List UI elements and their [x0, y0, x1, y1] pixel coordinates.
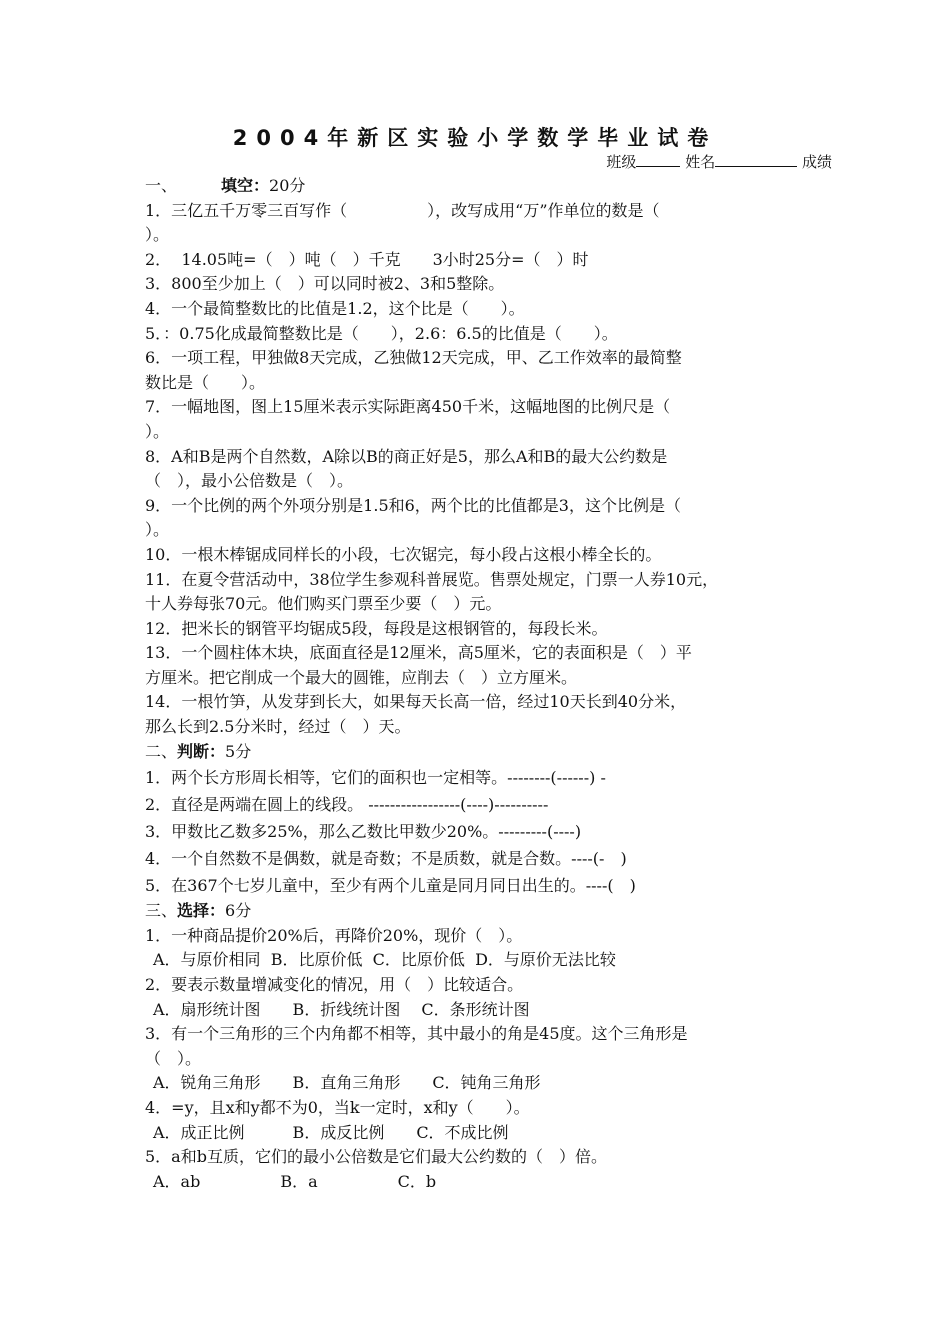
section-title: 选择： [177, 901, 226, 921]
question-line: 4．一个最简整数比的比值是1.2，这个比是（ ）。 [145, 298, 525, 318]
judgement-line: 3．甲数比乙数多25%，那么乙数比甲数少20%。---------(----) [145, 822, 582, 842]
judgement-line: 4．一个自然数不是偶数，就是奇数；不是质数，就是合数。----(- ) [145, 849, 627, 869]
question-line: 3．800至少加上（ ）可以同时被2、3和5整除。 [145, 274, 505, 294]
question-line: 5．：0.75化成最简整数比是（ ），2.6：6.5的比值是（ ）。 [145, 323, 618, 343]
question-line: 6．一项工程，甲独做8天完成，乙独做12天完成，甲、乙工作效率的最简整 [145, 348, 682, 368]
section-heading-true-false [145, 740, 810, 765]
question-line: 2． 14.05吨=（ ）吨（ ）千克 3小时25分=（ ）时 [145, 249, 589, 269]
options-line: A．成正比例 B．成反比例 C．不成比例 [153, 1122, 509, 1142]
question-line: 9．一个比例的两个外项分别是1.5和6，两个比的比值都是3，这个比例是（ [145, 495, 681, 515]
exam-content [145, 174, 810, 1194]
section-title: 填空： [221, 176, 270, 195]
question-line: 那么长到2.5分米时，经过（ ）天。 [145, 717, 411, 737]
question-line: 10．一根木棒锯成同样长的小段，七次锯完，每小段占这根小棒全长的。 [145, 544, 662, 564]
section-points: 5分 [225, 741, 252, 761]
question-line: ）。 [145, 421, 170, 441]
options-line: A．与原价相同 B．比原价低 C．比原价低 D．与原价无法比较 [153, 950, 616, 970]
question-line: 方厘米。把它削成一个最大的圆锥，应削去（ ）立方厘米。 [145, 667, 578, 687]
judgement-line: 2．直径是两端在圆上的线段。 -----------------(----)---------- [145, 795, 549, 815]
question-line: 数比是（ ）。 [145, 372, 266, 392]
question-line: ）。 [145, 520, 170, 540]
section-title: 判断： [177, 741, 226, 761]
question-line: 3．有一个三角形的三个内角都不相等，其中最小的角是45度。这个三角形是 [145, 1024, 688, 1044]
judgement-line: 1．两个长方形周长相等，它们的面积也一定相等。--------(------) - [145, 768, 606, 788]
question-line: （ ），最小公倍数是（ ）。 [145, 471, 354, 491]
section-points: 20分 [269, 176, 306, 195]
question-line: 13．一个圆柱体木块，底面直径是12厘米，高5厘米，它的表面积是（ ）平 [145, 643, 692, 663]
section-number: 三、 [145, 901, 178, 921]
section-points: 6分 [225, 901, 252, 921]
page-title: 2004年新区实验小学数学毕业试卷 [232, 126, 718, 150]
question-line: 1．三亿五千万零三百写作（ ），改写成用“万”作单位的数是（ [145, 200, 660, 220]
question-line: 十人券每张70元。他们购买门票至少要（ ）元。 [145, 594, 502, 614]
class-label: 班级 [606, 153, 637, 171]
section-heading-multiple-choice [145, 899, 810, 924]
class-blank [636, 152, 680, 167]
question-line: 5．a和b互质，它们的最小公倍数是它们最大公约数的（ ）倍。 [145, 1147, 607, 1167]
question-line: 8．A和B是两个自然数，A除以B的商正好是5，那么A和B的最大公约数是 [145, 446, 668, 466]
question-line: 4．=y，且x和y都不为0，当k一定时，x和y（ ）。 [145, 1098, 530, 1117]
name-label: 姓名 [685, 153, 716, 171]
section-number: 一、 [145, 176, 178, 195]
question-line: （ ）。 [145, 1048, 202, 1068]
options-line: A．扇形统计图 B．折线统计图 C．条形统计图 [153, 999, 530, 1019]
question-line: 12．把米长的钢管平均锯成5段，每段是这根钢管的，每段长米。 [145, 618, 608, 638]
options-line: A．ab B．a C．b [153, 1171, 437, 1191]
question-line: ）。 [145, 225, 170, 245]
question-line: 11．在夏令营活动中，38位学生参观科普展览。售票处规定，门票一人券10元， [145, 569, 719, 589]
question-line: 14．一根竹笋，从发芽到长大，如果每天长高一倍，经过10天长到40分米， [145, 692, 687, 712]
student-info-line [606, 151, 832, 172]
question-line: 1．一种商品提价20%后，再降价20%，现价（ ）。 [145, 925, 523, 945]
score-label: 成绩 [801, 153, 832, 171]
question-line: 2．要表示数量增减变化的情况，用（ ）比较适合。 [145, 975, 524, 995]
judgement-line: 5．在367个七岁儿童中，至少有两个儿童是同月同日出生的。----( ) [145, 876, 636, 896]
name-blank [715, 152, 797, 167]
options-line: A．锐角三角形 B．直角三角形 C．钝角三角形 [153, 1073, 541, 1093]
section-number: 二、 [145, 741, 178, 761]
section-heading-fill-in [145, 174, 810, 199]
question-line: 7．一幅地图，图上15厘米表示实际距离450千米，这幅地图的比例尺是（ [145, 397, 671, 417]
